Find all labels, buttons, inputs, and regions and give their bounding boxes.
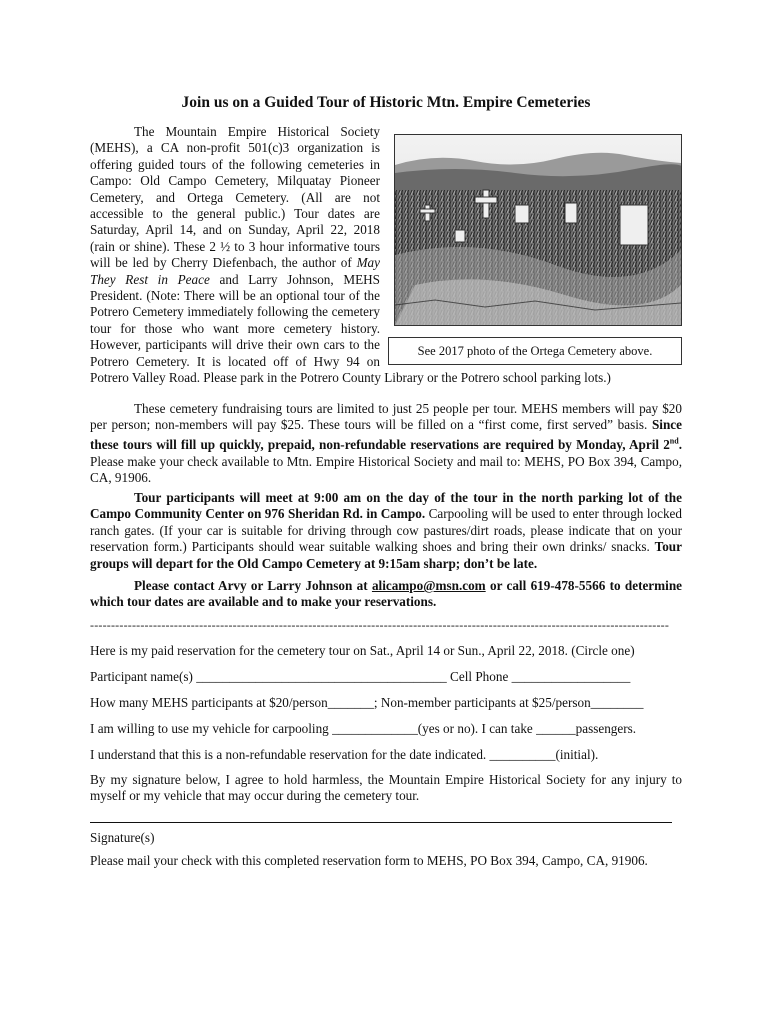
form-initial-line: I understand that this is a non-refundable reservation for the date indicated. __________(initial). [90, 747, 599, 762]
cemetery-photo-image [395, 135, 681, 325]
photo-figure [388, 124, 682, 361]
signature-line [90, 822, 672, 823]
page-title: Join us on a Guided Tour of Historic Mtn. Empire Cemeteries [181, 94, 591, 111]
cut-line-divider: ------------------------------------------------------------------------------------------------------------------------------------------ [90, 618, 670, 632]
signature-label: Signature(s) [90, 830, 155, 845]
cemetery-photo [394, 134, 682, 326]
mailing-instructions: Please mail your check with this completed reservation form to MEHS, PO Box 394, Campo, CA, 91906. [90, 853, 648, 868]
intro-paragraph: The Mountain Empire Historical Society (MEHS), a CA non-profit 501(c)3 organization is offering guided tours of the following cemeteries in Campo: Old Campo Cemetery, Milquatay Pioneer Cemetery, and Ortega Cemetery. (All are not accessible to the general public.) Tour dates are Saturday, April 14, and on Sunday, April 22, 2018 (rain or shine). These 2 ½ to 3 hour informative tours will be led by Cherry Diefenbach, the author of May They Rest in Peace and Larry Johnson, MEHS President. (Note: There will be an optional tour of the Potrero Cemetery immediately following the cemetery tour for those who want more cemetery history. However, participants will drive their own cars to the Potrero Cemetery. It is located off of Hwy 94 on Potrero Valley Road. Please park in the Potrero County Library or the Potrero school parking lots.) [90, 124, 611, 386]
contact-paragraph: Please contact Arvy or Larry Johnson at alicampo@msn.com or call 619-478-5566 to determine which tour dates are available and to make your reservations. [90, 578, 683, 610]
book-title: May They Rest in Peace [90, 255, 380, 287]
email-link[interactable]: alicampo@msn.com [371, 578, 486, 593]
form-participant-name-line: Participant name(s) ______________________________________ Cell Phone __________________ [90, 669, 631, 684]
form-carpool-line: I am willing to use my vehicle for carpooling _____________(yes or no). I can take ______passengers. [90, 721, 637, 736]
form-waiver-text: By my signature below, I agree to hold harmless, the Mountain Empire Historical Society for any injury to myself or my vehicle that may occur during the cemetery tour. [90, 772, 682, 803]
form-reservation-line: Here is my paid reservation for the cemetery tour on Sat., April 14 or Sun., April 22, 2018. (Circle one) [90, 643, 635, 658]
photo-caption: See 2017 photo of the Ortega Cemetery above. [388, 337, 682, 365]
pricing-paragraph: These cemetery fundraising tours are limited to just 25 people per tour. MEHS members will pay $20 per person; non-members will pay $25. These tours will be filled on a “first come, first served” basis. Since these tours will fill up quickly, prepaid, non-refundable reservations are required by Monday, April 2nd. Please make your check available to Mtn. Empire Historical Society and mail to: MEHS, PO Box 394, Campo, CA, 91906. [90, 401, 682, 486]
meeting-paragraph: Tour participants will meet at 9:00 am on the day of the tour in the north parking lot of the Campo Community Center on 976 Sheridan Rd. in Campo. Carpooling will be used to enter through locked ranch gates. (If your car is suitable for driving through cow pastures/dirt roads, please indicate that on your reservation form.) Participants should wear suitable walking shoes and bring their own drinks/ snacks. Tour groups will depart for the Old Campo Cemetery at 9:15am sharp; don’t be late. [90, 490, 683, 571]
intro-section [90, 124, 682, 387]
form-participant-count-line: How many MEHS participants at $20/person_______; Non-member participants at $25/person________ [90, 695, 644, 710]
